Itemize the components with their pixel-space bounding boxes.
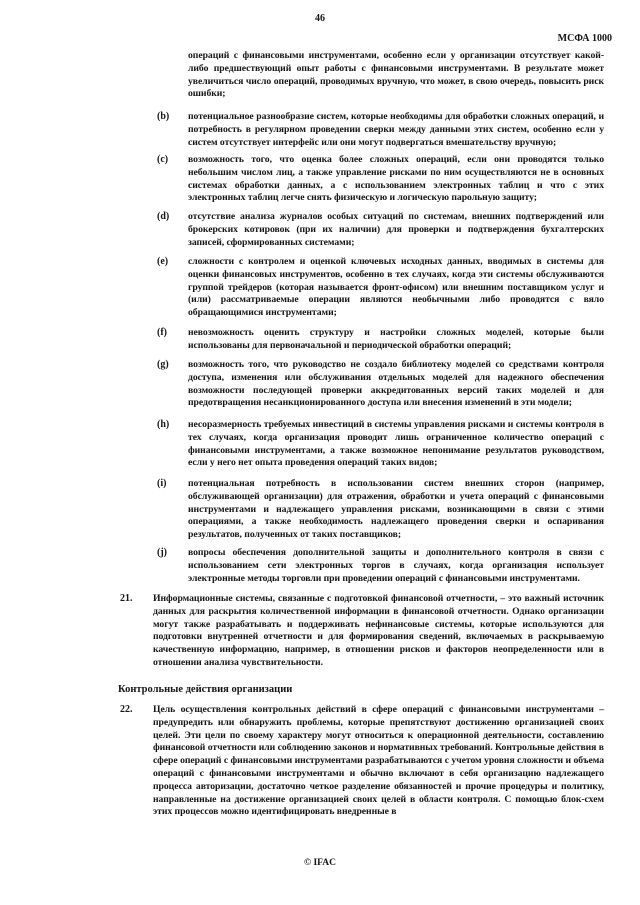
item-i-text: потенциальная потребность в использовании систем внешних сторон (например, обслуживающей организации) для отражения, обработки и учета операций с финансовыми инструментами и надлежащего управления рисками, возникающими в связи с этими операциями, а также необходимость надлежащего проведения сверки и оспаривания результатов, полученных от таких поставщиков; xyxy=(188,478,604,541)
section-heading: Контрольные действия организации xyxy=(118,684,293,695)
item-d-marker: (d) xyxy=(157,211,170,222)
document-code: МСФА 1000 xyxy=(557,33,612,44)
page-number: 46 xyxy=(315,13,325,24)
paragraph-21-number: 21. xyxy=(120,593,133,604)
item-j-marker: (j) xyxy=(157,547,167,558)
item-c-text: возможность того, что оценка более сложных операций, если они проводятся только небольшим числом лиц, а также управление рисками по ним осуществляются не в основных системах обработки данных, а с использованием электронных таблиц и что с этих электронных таблиц легче снять физическую и логическую парольную защиту; xyxy=(188,154,604,204)
item-d-text: отсутствие анализа журналов особых ситуаций по системам, внешних подтверждений или брокерских котировок (при их наличии) для проверки и подтверждения бухгалтерских записей, сформированных системами; xyxy=(188,211,604,248)
paragraph-22-text: Цель осуществления контрольных действий в сфере операций с финансовыми инструментами – предупредить или обнаружить проблемы, которые препятствуют достижению организацией своих целей. Эти цели по своему характеру могут относиться к операционной деятельности, составлению финансовой отчетности или соблюдению законов и нормативных требований. Контрольные действия в сфере операций с финансовыми инструментами разрабатываются с учетом уровня сложности и объема операций с финансовыми инструментами и обычно включают в себя организацию надлежащего процесса авторизации, достаточно четкое разделение обязанностей и прочие процедуры и политику, направленные на достижение организацией своих целей в области контроля. С помощью блок-схем этих процессов можно идентифицировать внедренные в xyxy=(153,704,604,818)
item-e-text: сложности с контролем и оценкой ключевых исходных данных, вводимых в системы для оценки финансовых инструментов, особенно в тех случаях, когда эти системы обслуживаются группой трейдеров (которая называется фронт-офисом) или внешним поставщиком услуг и (или) рассматриваемые операции являются необычными либо проводятся с вяло обращающимися инструментами; xyxy=(188,256,604,319)
item-c-marker: (c) xyxy=(157,154,169,165)
copyright-footer: © IFAC xyxy=(304,858,336,868)
paragraph-22-number: 22. xyxy=(120,704,133,715)
item-f-text: невозможность оценить структуру и настройки сложных моделей, которые были использованы для первоначальной и периодической обработки операций; xyxy=(188,327,604,351)
item-h-marker: (h) xyxy=(157,419,170,430)
continuation-paragraph: операций с финансовыми инструментами, особенно если у организации отсутствует какой-либо предшествующий опыт работы с финансовыми инструментами. В результате может увеличиться число операций, проводимых вручную, что может, в свою очередь, повысить риск ошибки; xyxy=(188,50,604,100)
item-b-marker: (b) xyxy=(157,111,170,122)
paragraph-21-text: Информационные системы, связанные с подготовкой финансовой отчетности, – это важный источник данных для раскрытия количественной информации в финансовой отчетности. Однако организации могут также разрабатывать и поддерживать нефинансовые системы, которые используются для подготовки внутренней отчетности и для формирования сведений, включаемых в раскрываемую качественную информацию, например, в отношении рисков и факторов неопределенности или в отношении анализа чувствительности. xyxy=(153,593,604,668)
item-e-marker: (e) xyxy=(157,256,169,267)
item-j-text: вопросы обеспечения дополнительной защиты и дополнительного контроля в связи с использованием сети электронных торгов в случаях, когда организация использует электронные методы торговли при проведении операций с финансовыми инструментами. xyxy=(188,547,604,584)
item-b-text: потенциальное разнообразие систем, которые необходимы для обработки сложных операций, и потребность в регулярном проведении сверки между данными этих систем, особенно если у систем отсутствует интерфейс или они могут подвергаться вмешательству вручную; xyxy=(188,111,604,148)
item-g-text: возможность того, что руководство не создало библиотеку моделей со средствами контроля доступа, изменения или обслуживания отдельных моделей для надежного обеспечения возможности последующей проверки аккредитованных версий таких моделей и для предотвращения несанкционированного доступа или внесения изменений в эти модели; xyxy=(188,359,604,409)
item-i-marker: (i) xyxy=(157,478,167,489)
item-h-text: несоразмерность требуемых инвестиций в системы управления рисками и системы контроля в тех случаях, когда организация проводит лишь ограниченное количество операций с финансовыми инструментами, а также возможное непонимание результатов руководством, если у него нет опыта проведения операций таких видов; xyxy=(188,419,604,469)
item-f-marker: (f) xyxy=(157,327,167,338)
item-g-marker: (g) xyxy=(157,359,169,370)
